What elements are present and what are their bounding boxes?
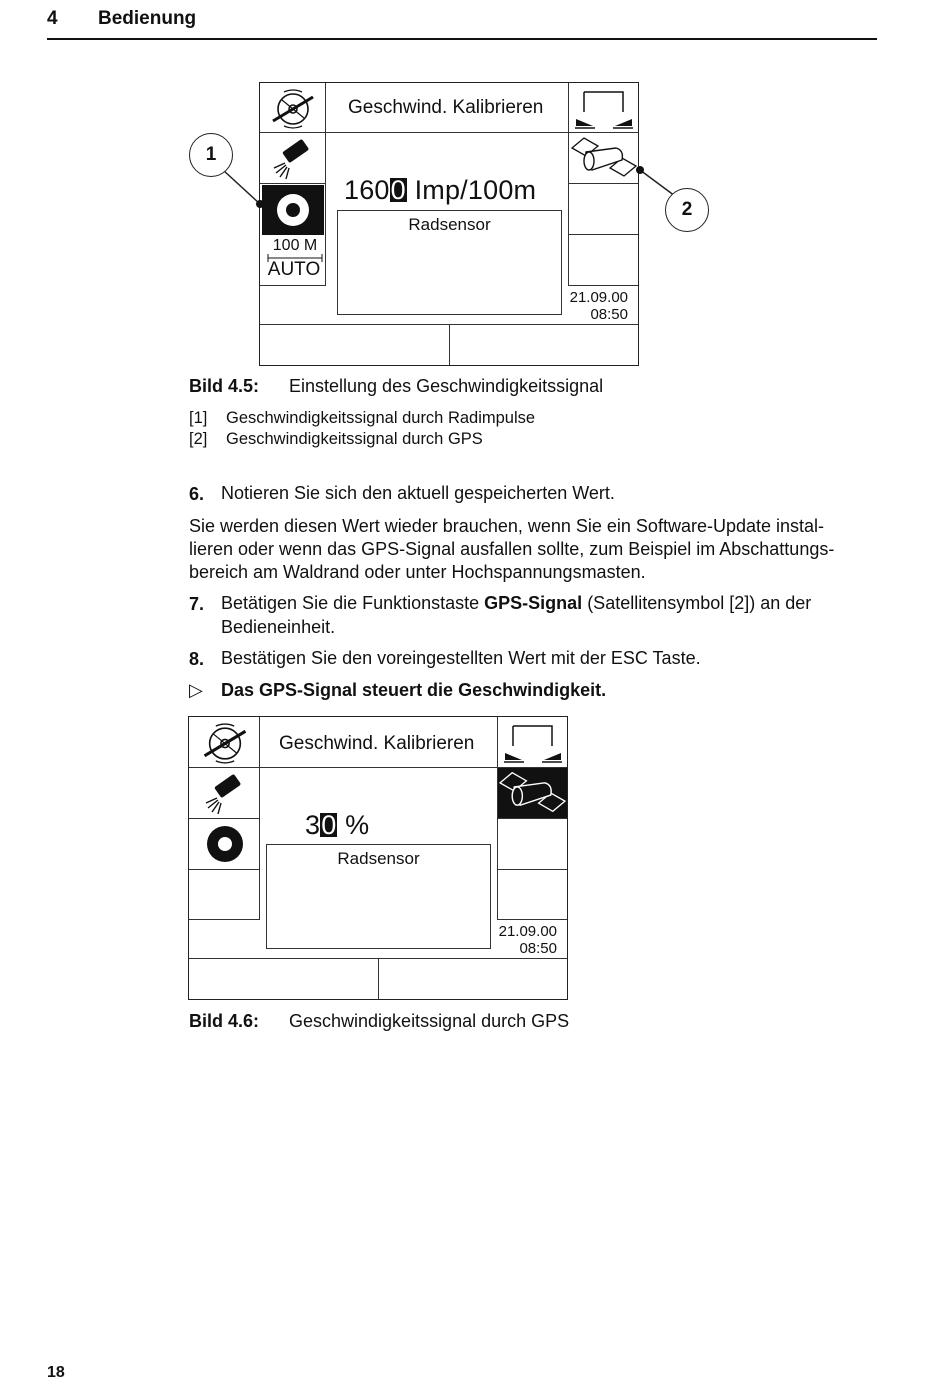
value-digits: 160 bbox=[344, 175, 390, 205]
paragraph-line-2: lieren oder wenn das GPS-Signal ausfallen sollte, zum Beispiel im Abschattungs- bbox=[189, 539, 835, 559]
figure2-caption-label: Bild 4.6: bbox=[189, 1011, 260, 1031]
chapter-number: 4 bbox=[47, 8, 58, 29]
spreader-icon[interactable] bbox=[500, 720, 566, 766]
figure1-caption-label: Bild 4.5: bbox=[189, 376, 260, 396]
step-7-number: 7. bbox=[189, 594, 205, 614]
paragraph-line-1: Sie werden diesen Wert wieder brauchen, wenn Sie ein Software-Update instal- bbox=[189, 516, 825, 536]
time-display: 08:50 bbox=[519, 940, 557, 957]
legend-ref-1: [1] bbox=[189, 409, 208, 427]
page-number: 18 bbox=[47, 1364, 65, 1381]
value-unit: Imp/100m bbox=[406, 175, 537, 205]
legend-text-2: Geschwindigkeitssignal durch GPS bbox=[226, 430, 483, 448]
value-cursor[interactable]: 0 bbox=[390, 175, 406, 205]
calibration-value[interactable] bbox=[305, 810, 369, 841]
callout-2: 2 bbox=[665, 188, 709, 232]
step-8-number: 8. bbox=[189, 649, 205, 669]
screen-title: Geschwind. Kalibrieren bbox=[348, 97, 544, 118]
mode-label: AUTO bbox=[267, 259, 321, 280]
sensor-label: Radsensor bbox=[408, 215, 491, 234]
step-6-text: Notieren Sie sich den aktuell gespeicherten Wert. bbox=[221, 483, 615, 503]
value-unit: % bbox=[337, 810, 370, 840]
screen-title: Geschwind. Kalibrieren bbox=[279, 733, 475, 754]
result-marker: ▷ bbox=[189, 680, 203, 700]
distance-label: 100 M bbox=[272, 237, 318, 254]
callout-lines bbox=[180, 120, 740, 230]
header-rule bbox=[47, 38, 877, 40]
step-6-number: 6. bbox=[189, 484, 205, 504]
callout-1: 1 bbox=[189, 133, 233, 177]
chapter-title: Bedienung bbox=[98, 8, 197, 29]
value-cursor[interactable]: 0 bbox=[321, 810, 337, 840]
time-display: 08:50 bbox=[590, 306, 628, 323]
figure2-caption-text: Geschwindigkeitssignal durch GPS bbox=[289, 1011, 570, 1031]
wheel-impulse-icon[interactable] bbox=[195, 821, 255, 867]
step-7-text-line2: Bedieneinheit. bbox=[221, 617, 336, 637]
terminal-screen-figure2 bbox=[188, 716, 568, 1000]
figure1-caption-text: Einstellung des Geschwindigkeitssignal bbox=[289, 376, 604, 396]
step-8-text: Bestätigen Sie den voreingestellten Wert mit der ESC Taste. bbox=[221, 648, 701, 668]
value-digits: 3 bbox=[305, 810, 321, 840]
sensor-box bbox=[266, 844, 491, 949]
sensor-label: Radsensor bbox=[337, 849, 420, 868]
result-text: Das GPS-Signal steuert die Geschwindigkeit. bbox=[221, 680, 607, 700]
date-display: 21.09.00 bbox=[569, 289, 628, 306]
legend-text-1: Geschwindigkeitssignal durch Radimpulse bbox=[226, 409, 536, 427]
gps-satellite-icon[interactable] bbox=[498, 768, 567, 818]
wheel-sensor-icon[interactable] bbox=[195, 770, 255, 816]
legend-ref-2: [2] bbox=[189, 430, 208, 448]
paragraph-line-3: bereich am Waldrand oder unter Hochspannungsmasten. bbox=[189, 562, 646, 582]
calibration-icon[interactable] bbox=[195, 720, 255, 765]
step-7-text: Betätigen Sie die Funktionstaste GPS-Signal (Satellitensymbol [2]) an der bbox=[221, 593, 812, 613]
gps-signal-key-label: GPS-Signal bbox=[484, 593, 583, 613]
date-display: 21.09.00 bbox=[498, 923, 557, 940]
